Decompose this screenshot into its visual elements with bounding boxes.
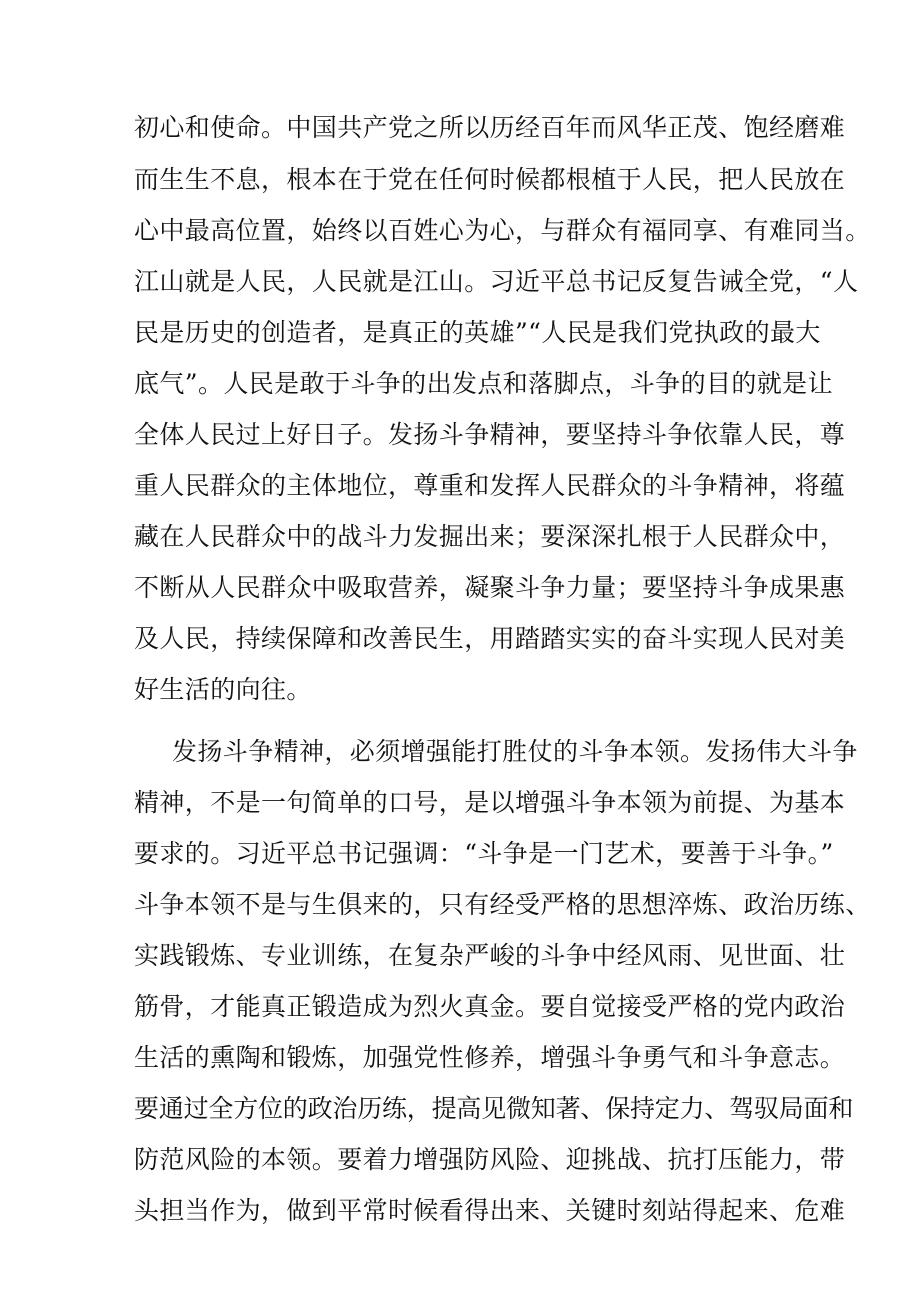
- paragraph-2-line: 头担当作为，做到平常时候看得出来、关键时刻站得起来、危难: [134, 1196, 846, 1225]
- paragraph-2-line: 防范风险的本领。要着力增强防风险、迎挑战、抗打压能力，带: [134, 1145, 846, 1174]
- paragraph-1-line: 民是历史的创造者，是真正的英雄”“人民是我们党执政的最大: [134, 318, 821, 347]
- paragraph-1-line: 不断从人民群众中吸取营养，凝聚斗争力量；要坚持斗争成果惠: [134, 573, 846, 602]
- paragraph-1-line: 好生活的向往。: [134, 675, 312, 704]
- paragraph-1-line: 重人民群众的主体地位，尊重和发挥人民群众的斗争精神，将蕴: [134, 471, 846, 500]
- paragraph-1-line: 及人民，持续保障和改善民生，用踏踏实实的奋斗实现人民对美: [134, 624, 846, 653]
- paragraph-1-line: 心中最高位置，始终以百姓心为心，与群众有福同享、有难同当。: [134, 216, 871, 245]
- paragraph-2-line: 要求的。习近平总书记强调：“斗争是一门艺术，要善于斗争。”: [134, 839, 834, 868]
- paragraph-1-line: 全体人民过上好日子。发扬斗争精神，要坚持斗争依靠人民，尊: [134, 420, 846, 449]
- paragraph-1-line: 初心和使命。中国共产党之所以历经百年而风华正茂、饱经磨难: [134, 113, 846, 142]
- paragraph-1-line: 江山就是人民，人民就是江山。习近平总书记反复告诫全党，“人: [134, 267, 859, 296]
- paragraph-2-line: 实践锻炼、专业训练，在复杂严峻的斗争中经风雨、见世面、壮: [134, 941, 846, 970]
- paragraph-2-line: 斗争本领不是与生俱来的，只有经受严格的思想淬炼、政治历练、: [134, 890, 871, 919]
- paragraph-2-line: 生活的熏陶和锻炼，加强党性修养，增强斗争勇气和斗争意志。: [134, 1043, 846, 1072]
- paragraph-2-line: 精神，不是一句简单的口号，是以增强斗争本领为前提、为基本: [134, 788, 846, 817]
- paragraph-2-line: 筋骨，才能真正锻造成为烈火真金。要自觉接受严格的党内政治: [134, 992, 846, 1021]
- paragraph-1-line: 底气”。人民是敢于斗争的出发点和落脚点，斗争的目的就是让: [134, 369, 833, 398]
- paragraph-1-line: 藏在人民群众中的战斗力发掘出来；要深深扎根于人民群众中，: [134, 522, 846, 551]
- paragraph-2-line: 要通过全方位的政治历练，提高见微知著、保持定力、驾驭局面和: [134, 1094, 854, 1123]
- paragraph-2-first-line: 发扬斗争精神，必须增强能打胜仗的斗争本领。发扬伟大斗争: [172, 737, 858, 766]
- paragraph-1-line: 而生生不息，根本在于党在任何时候都根植于人民，把人民放在: [134, 165, 846, 194]
